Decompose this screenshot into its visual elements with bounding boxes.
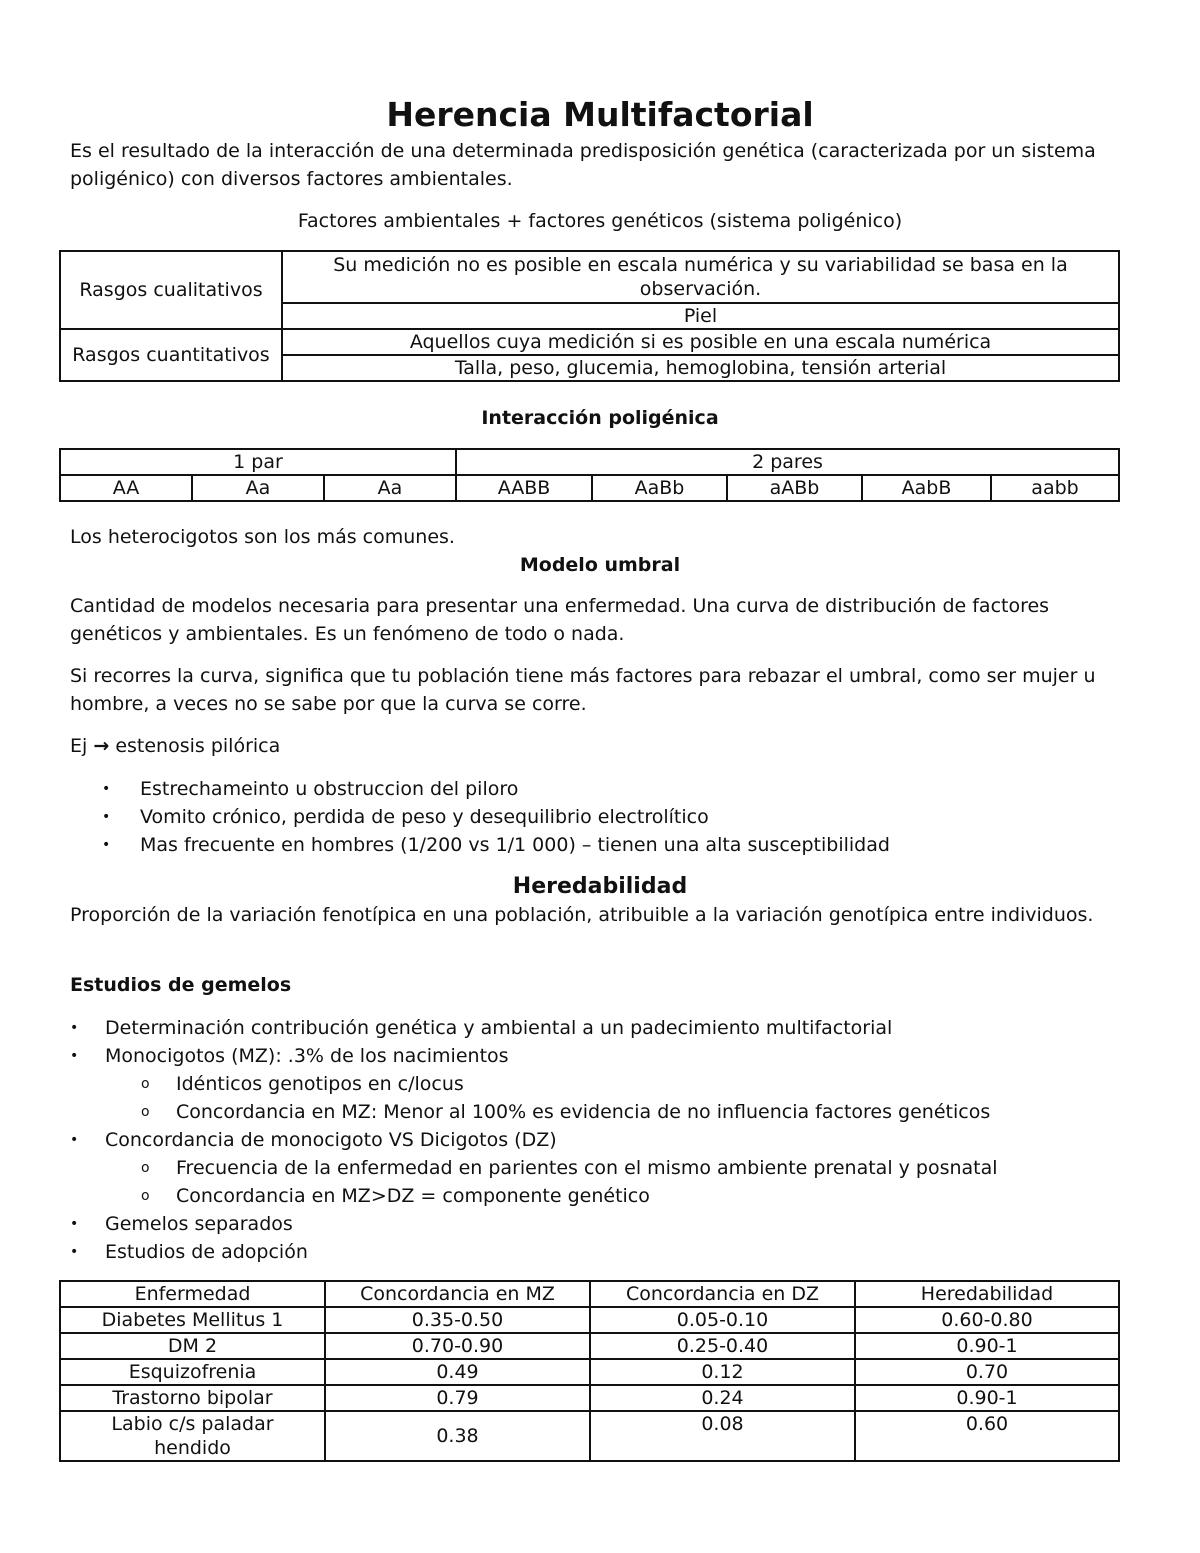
mz-cell: 0.49 <box>325 1359 590 1385</box>
mz-cell: 0.38 <box>325 1411 590 1461</box>
bullet-icon: • <box>70 1132 79 1148</box>
bullet-icon: • <box>70 1216 79 1232</box>
threshold-paragraph-1: Cantidad de modelos necesaria para presentar una enfermedad. Una curva de distribución de factores genéticos y ambientales. Es un fenómeno de todo o nada. <box>70 595 1050 645</box>
qualitative-description: Su medición no es posible en escala numérica y su variabilidad se basa en la observación. <box>282 251 1119 303</box>
list-item: o Frecuencia de la enfermedad en parientes con el mismo ambiente prenatal y posnatal <box>105 1154 1135 1182</box>
group-two-pairs: 2 pares <box>456 449 1119 475</box>
arrow-right-icon: → <box>93 735 110 757</box>
heritability-cell: 0.90-1 <box>855 1385 1119 1411</box>
intro-paragraph: Es el resultado de la interacción de una determinada predisposición genética (caracterizada por un sistema poligénico) con diversos factores ambientales. <box>70 140 1096 190</box>
bullet-icon: • <box>70 1048 79 1064</box>
list-item: • Monocigotos (MZ): .3% de los nacimientos <box>105 1042 1135 1070</box>
header-dz: Concordancia en DZ <box>590 1281 855 1307</box>
quantitative-label: Rasgos cuantitativos <box>60 329 282 381</box>
genotype-cell: AabB <box>862 475 991 501</box>
heritability-definition: Proporción de la variación fenotípica en una población, atribuible a la variación genotípica entre individuos. <box>70 904 1094 926</box>
list-item: o Idénticos genotipos en c/locus <box>105 1070 1135 1098</box>
list-item: o Concordancia en MZ>DZ = componente genético <box>105 1182 1135 1210</box>
genotype-cell: Aa <box>192 475 324 501</box>
table-row <box>60 1307 1119 1333</box>
mz-cell: 0.79 <box>325 1385 590 1411</box>
genotype-cell: aABb <box>727 475 862 501</box>
stenosis-bullet-list <box>102 775 1140 859</box>
genotype-cell: AaBb <box>592 475 727 501</box>
disease-cell: Esquizofrenia <box>60 1359 325 1385</box>
dz-cell: 0.05-0.10 <box>590 1307 855 1333</box>
twins-bullet-list <box>70 1014 1135 1266</box>
list-item: • Vomito crónico, perdida de peso y desequilibrio electrolítico <box>140 803 1140 831</box>
heritability-cell: 0.60 <box>855 1411 1119 1461</box>
list-item: • Concordancia de monocigoto VS Dicigotos (DZ) <box>105 1126 1135 1154</box>
heritability-cell: 0.90-1 <box>855 1333 1119 1359</box>
sub-bullet-icon: o <box>141 1160 150 1176</box>
bullet-icon: • <box>102 837 111 853</box>
group-one-pair: 1 par <box>60 449 456 475</box>
dz-cell: 0.25-0.40 <box>590 1333 855 1359</box>
table-row <box>60 1385 1119 1411</box>
disease-cell: Labio c/s paladar hendido <box>60 1411 325 1461</box>
traits-table <box>59 250 1120 382</box>
header-mz: Concordancia en MZ <box>325 1281 590 1307</box>
disease-cell: Diabetes Mellitus 1 <box>60 1307 325 1333</box>
document-title: Herencia Multifactorial <box>386 95 814 134</box>
heritability-cell: 0.60-0.80 <box>855 1307 1119 1333</box>
sub-bullet-icon: o <box>141 1188 150 1204</box>
bullet-icon: • <box>70 1244 79 1260</box>
example-line <box>70 733 1130 761</box>
list-item: • Mas frecuente en hombres (1/200 vs 1/1 000) – tienen una alta susceptibilidad <box>140 831 1140 859</box>
mz-cell: 0.35-0.50 <box>325 1307 590 1333</box>
polygenic-heading: Interacción poligénica <box>481 407 719 429</box>
dz-cell: 0.24 <box>590 1385 855 1411</box>
list-item: • Estudios de adopción <box>105 1238 1135 1266</box>
table-row <box>60 1359 1119 1385</box>
list-item: • Determinación contribución genética y ambiental a un padecimiento multifactorial <box>105 1014 1135 1042</box>
polygenic-table <box>59 448 1120 502</box>
example-prefix: Ej <box>70 735 88 757</box>
header-heritability: Heredabilidad <box>855 1281 1119 1307</box>
twins-heading: Estudios de gemelos <box>70 974 292 996</box>
dz-cell: 0.12 <box>590 1359 855 1385</box>
sub-bullet-icon: o <box>141 1104 150 1120</box>
mz-cell: 0.70-0.90 <box>325 1333 590 1359</box>
list-item: o Concordancia en MZ: Menor al 100% es evidencia de no influencia factores genéticos <box>105 1098 1135 1126</box>
dz-cell: 0.08 <box>590 1411 855 1461</box>
example-text: estenosis pilórica <box>115 735 281 757</box>
table-row <box>60 1333 1119 1359</box>
quantitative-description: Aquellos cuya medición si es posible en una escala numérica <box>282 329 1119 355</box>
sub-bullet-icon: o <box>141 1076 150 1092</box>
heterozygotes-note: Los heterocigotos son los más comunes. <box>70 526 455 548</box>
quantitative-example: Talla, peso, glucemia, hemoglobina, tensión arterial <box>282 355 1119 381</box>
disease-cell: DM 2 <box>60 1333 325 1359</box>
genotype-cell: AABB <box>456 475 592 501</box>
concordance-table <box>59 1280 1120 1462</box>
genotype-cell: Aa <box>324 475 456 501</box>
list-item: • Gemelos separados <box>105 1210 1135 1238</box>
bullet-icon: • <box>102 809 111 825</box>
header-disease: Enfermedad <box>60 1281 325 1307</box>
heritability-heading: Heredabilidad <box>512 874 688 899</box>
formula-line: Factores ambientales + factores genéticos (sistema poligénico) <box>297 210 903 232</box>
threshold-heading: Modelo umbral <box>519 554 681 576</box>
qualitative-label: Rasgos cualitativos <box>60 251 282 329</box>
threshold-paragraph-2: Si recorres la curva, significa que tu población tiene más factores para rebazar el umbral, como ser mujer u hombre, a veces no se sabe por que la curva se corre. <box>70 665 1096 715</box>
disease-cell: Trastorno bipolar <box>60 1385 325 1411</box>
genotype-cell: AA <box>60 475 192 501</box>
bullet-icon: • <box>102 781 111 797</box>
qualitative-example: Piel <box>282 303 1119 329</box>
heritability-cell: 0.70 <box>855 1359 1119 1385</box>
genotype-cell: aabb <box>991 475 1119 501</box>
table-row <box>60 1411 1119 1461</box>
bullet-icon: • <box>70 1020 79 1036</box>
list-item: • Estrechameinto u obstruccion del piloro <box>140 775 1140 803</box>
